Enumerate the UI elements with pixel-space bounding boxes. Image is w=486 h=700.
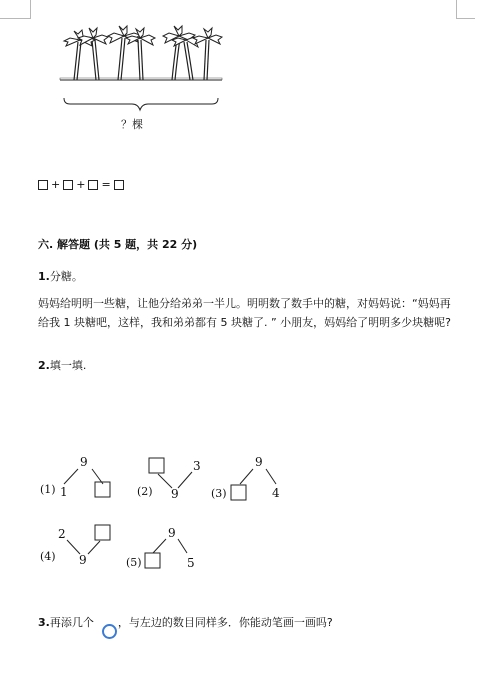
section-title: 六. 解答题 (共 5 题，共 22 分) — [38, 238, 198, 251]
answer-box[interactable] — [95, 525, 110, 540]
plus-sign: + — [51, 178, 61, 191]
bond-number-bottom: 9 — [79, 553, 87, 567]
tree-count-caption: ？棵 — [121, 118, 143, 131]
plus-sign: + — [76, 178, 86, 191]
diagram-label: (5) — [126, 556, 142, 569]
question-title: 填一填. — [49, 359, 87, 372]
bond-number-left: 1 — [60, 485, 68, 499]
bond-number-top: 9 — [80, 455, 88, 469]
diagram-label: (3) — [211, 487, 227, 500]
bond-number-right: 4 — [272, 486, 280, 500]
question-3 — [38, 614, 333, 630]
diagram-label: (2) — [137, 485, 153, 498]
bond-number-top: 2 — [58, 527, 66, 541]
question-1-text: 妈妈给明明一些糖，让他分给弟弟一半儿。明明数了数手中的糖，对妈妈说：“妈妈再给我 1 块糖吧，这样，我和弟弟都有 5 块糖了. ” 小朋友，妈妈给了明明多少块糖呢? — [38, 297, 452, 329]
bond-number-right: 3 — [193, 459, 201, 473]
diagram-label: (4) — [40, 550, 56, 563]
question-number: 2. — [38, 359, 50, 372]
bond-number-right: 5 — [187, 556, 195, 570]
question-title: 分糖。 — [49, 270, 83, 283]
equals-sign: = — [101, 178, 111, 191]
answer-box[interactable] — [95, 482, 110, 497]
circle-icon — [102, 624, 117, 639]
question-text-before: 再添几个 — [49, 616, 94, 629]
bond-number-bottom: 9 — [171, 487, 179, 501]
answer-box[interactable] — [145, 553, 160, 568]
question-number: 1. — [38, 270, 50, 283]
question-number: 3. — [38, 616, 50, 629]
bond-number-top: 9 — [255, 455, 263, 469]
diagram-label: (1) — [40, 483, 56, 496]
question-text-after: ，与左边的数目同样多．你能动笔画一画吗? — [117, 616, 333, 629]
answer-box[interactable] — [149, 458, 164, 473]
answer-box[interactable] — [231, 485, 246, 500]
bond-number-top: 9 — [168, 526, 176, 540]
